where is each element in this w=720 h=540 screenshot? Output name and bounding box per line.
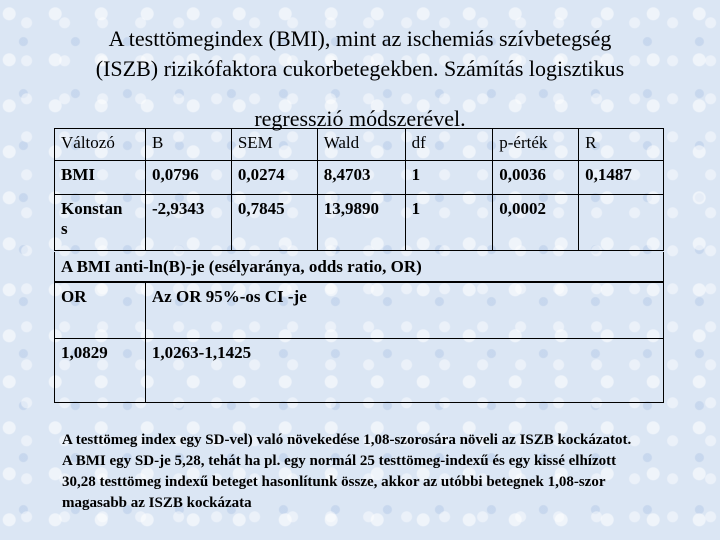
table-row xyxy=(55,195,664,251)
or-caption-text: A BMI anti-ln(B)-je (esélyaránya, odds ratio, OR) xyxy=(61,257,422,276)
table-cell xyxy=(145,283,663,339)
table-cell: 0,0796 xyxy=(145,161,231,195)
table-row xyxy=(55,161,664,195)
table-row xyxy=(55,283,664,339)
table-cell: Konstan s xyxy=(55,195,146,251)
table-cell: -2,9343 xyxy=(145,195,231,251)
table-cell: 0,0036 xyxy=(493,161,579,195)
header-cell: B xyxy=(145,129,231,161)
header-cell: R xyxy=(579,129,664,161)
odds-ratio-table xyxy=(54,282,664,403)
table-cell: 0,1487 xyxy=(579,161,664,195)
slide-title xyxy=(40,24,680,131)
table-cell: 13,9890 xyxy=(317,195,405,251)
table-cell: 0,7845 xyxy=(231,195,317,251)
table-cell: 1 xyxy=(405,161,493,195)
header-cell: Wald xyxy=(317,129,405,161)
table-cell: 0,0274 xyxy=(231,161,317,195)
table-cell: 1,0263-1,1425 xyxy=(145,339,663,403)
or-caption xyxy=(54,252,664,282)
title-line-1: A testtömegindex (BMI), mint az ischemiás szívbetegség xyxy=(108,26,612,51)
table-cell: OR xyxy=(55,283,146,339)
header-cell: p-érték xyxy=(493,129,579,161)
table-cell xyxy=(579,195,664,251)
table-cell: 1,0829 xyxy=(55,339,146,403)
table-row xyxy=(55,339,664,403)
header-cell: SEM xyxy=(231,129,317,161)
conclusion-note: A testtömeg index egy SD-vel) való növekedése 1,08-szorosára növeli az ISZB kockázatot. A BMI egy SD-je 5,28, tehát ha pl. egy normál 25 testtömeg-indexű és egy kissé elhízott 30,28 testtömeg indexű beteget hasonlítunk össze, akkor az utóbbi betegnek 1,08-szor magasabb az ISZB kockázata xyxy=(62,432,632,511)
ci-header: Az OR 95%-os CI -je xyxy=(151,287,307,306)
table-cell: 0,0002 xyxy=(493,195,579,251)
table-cell: 1 xyxy=(405,195,493,251)
table-header-row xyxy=(55,129,664,161)
header-cell: Változó xyxy=(55,129,146,161)
title-line-2: (ISZB) rizikófaktora cukorbetegekben. Számítás logisztikus xyxy=(95,56,625,81)
table-cell: BMI xyxy=(55,161,146,195)
regression-table xyxy=(54,128,664,251)
table-cell: 8,4703 xyxy=(317,161,405,195)
header-cell: df xyxy=(405,129,493,161)
title-line-3: regresszió módszerével. xyxy=(254,106,466,131)
